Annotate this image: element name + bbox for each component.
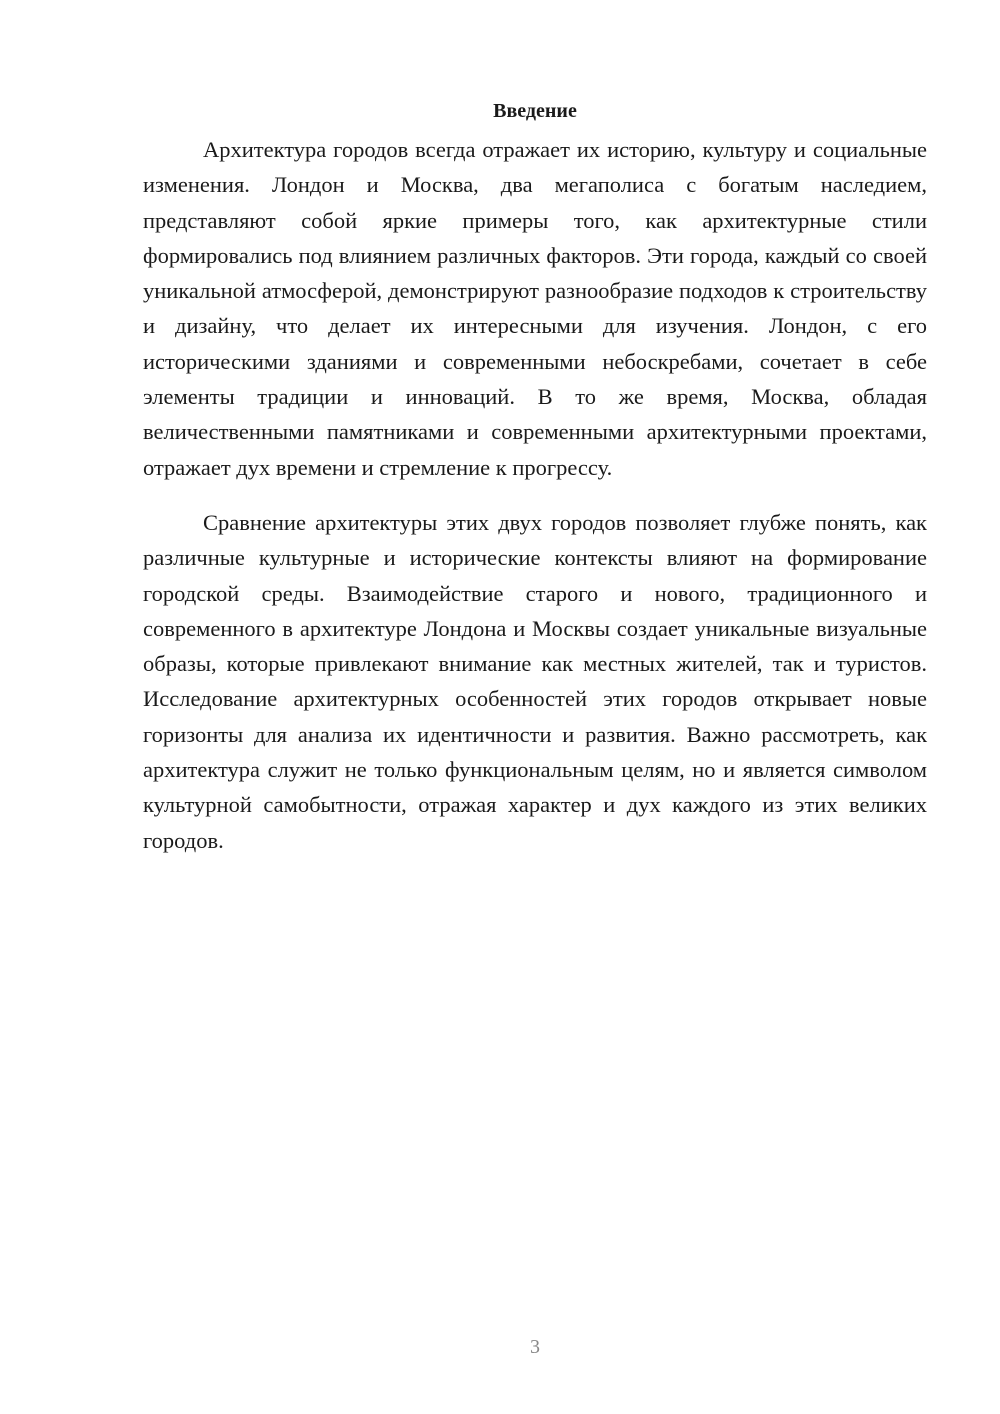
page-content xyxy=(143,96,927,858)
paragraph-2: Сравнение архитектуры этих двух городов позволяет глубже понять, как различные культурные и исторические контексты влияют на формирование городской среды. Взаимодействие старого и нового, традиционного и современного в архитектуре Лондона и Москвы создает уникальные визуальные образы, которые привлекают внимание как местных жителей, так и туристов. Исследование архитектурных особенностей этих городов открывает новые горизонты для анализа их идентичности и развития. Важно рассмотреть, как архитектура служит не только функциональным целям, но и является символом культурной самобытности, отражая характер и дух каждого из этих великих городов. xyxy=(143,509,927,853)
page-number: 3 xyxy=(530,1336,540,1358)
paragraph-1: Архитектура городов всегда отражает их историю, культуру и социальные изменения. Лондон и Москва, два мегаполиса с богатым наследием, представляют собой яркие примеры того, как архитектурные стили формировались под влиянием различных факторов. Эти города, каждый со своей уникальной атмосферой, демонстрируют разнообразие подходов к строительству и дизайну, что делает их интересными для изучения. Лондон, с его историческими зданиями и современными небоскребами, сочетает в себе элементы традиции и инноваций. В то же время, Москва, обладая величественными памятниками и современными архитектурными проектами, отражает дух времени и стремление к прогрессу. xyxy=(143,137,927,480)
section-heading: Введение xyxy=(493,100,577,122)
